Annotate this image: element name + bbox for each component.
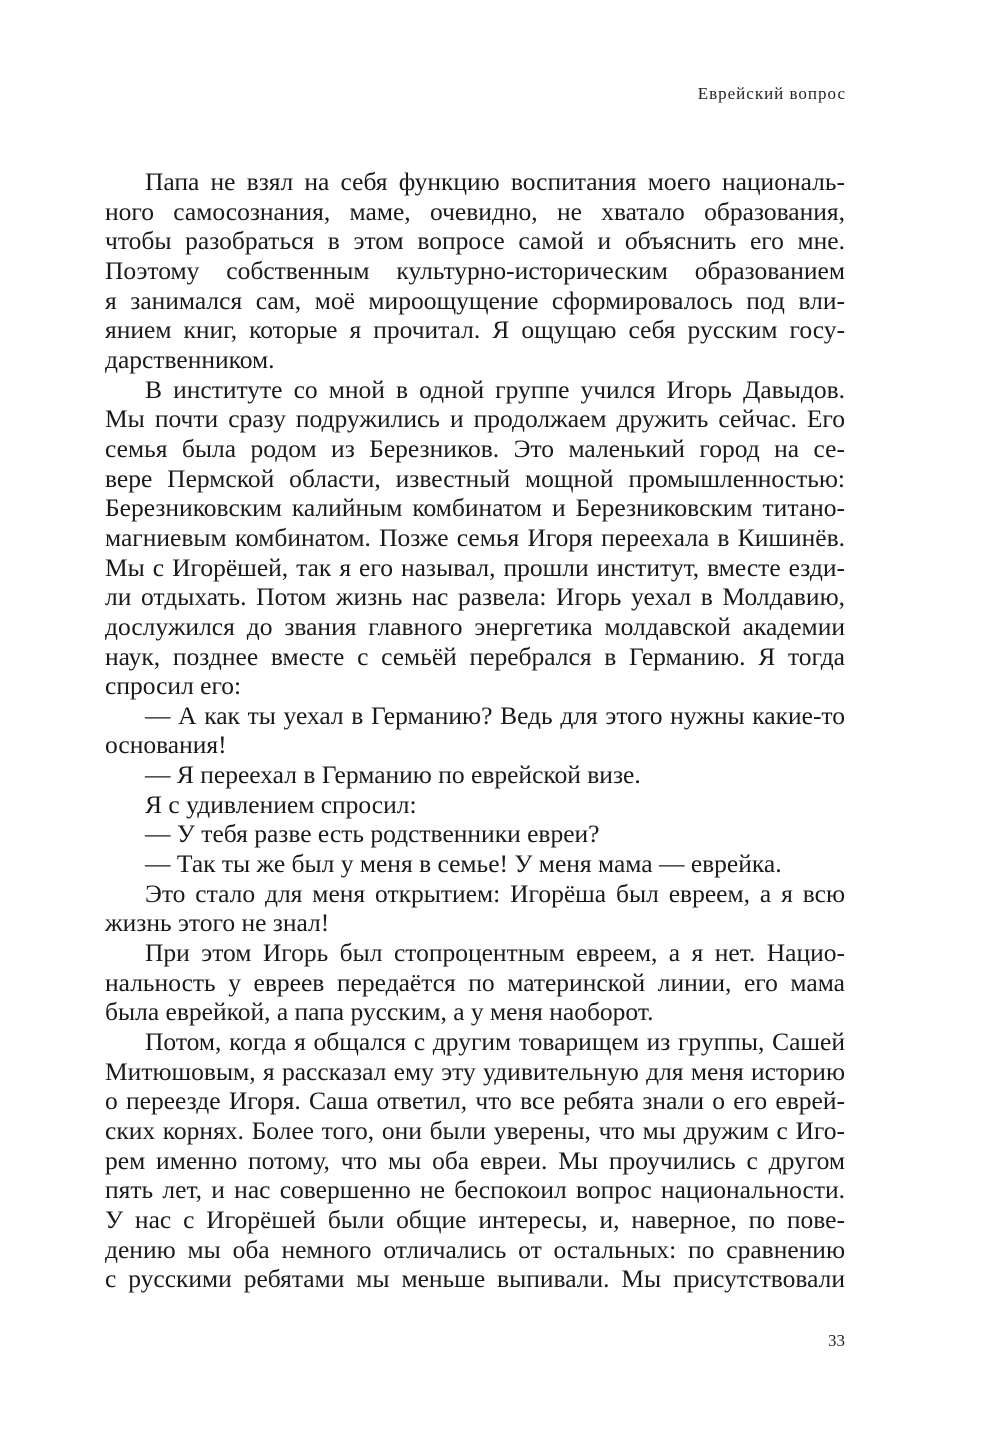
text-line: основания! (105, 730, 227, 760)
text-line: Мы с Игорёшей, так я его называл, прошли институт, вместе езди- (105, 552, 845, 582)
text-line: чтобы разобраться в этом вопросе самой и объяснить его мне. (105, 226, 845, 256)
text-line: вере Пермской области, известный мощной промышленностью: (105, 463, 845, 493)
text-line: пять лет, и нас совершенно не беспокоил вопрос национальности. (105, 1175, 845, 1205)
text-line: Митюшовым, я рассказал ему эту удивительную для меня историю (105, 1056, 845, 1086)
text-line: Это стало для меня открытием: Игорёша был евреем, а я всю (145, 878, 845, 908)
text-line: магниевым комбинатом. Позже семья Игоря переехала в Кишинёв. (105, 522, 845, 552)
text-line: ного самосознания, маме, очевидно, не хватало образования, (105, 196, 845, 226)
text-line: я занимался сам, моё мироощущение сформировалось под вли- (105, 285, 845, 315)
text-line: Папа не взял на себя функцию воспитания моего националь- (145, 167, 845, 196)
dialogue-line: — Так ты же был у меня в семье! У меня мама — еврейка. (145, 849, 782, 879)
text-line: рем именно потому, что мы оба евреи. Мы проучились с другом (105, 1145, 845, 1175)
text-line: Березниковским калийным комбинатом и Березниковским титано- (105, 493, 845, 523)
text-line: с русскими ребятами мы меньше выпивали. Мы присутствовали (105, 1264, 845, 1294)
text-line: дению мы оба немного отличались от остальных: по сравнению (105, 1234, 845, 1264)
text-line: Я с удивлением спросил: (145, 789, 417, 819)
text-line: о переезде Игоря. Саша ответил, что все ребята знали о его еврей- (105, 1086, 845, 1116)
dialogue-line: — А как ты уехал в Германию? Ведь для этого нужны какие-то (145, 700, 845, 730)
text-line: Потом, когда я общался с другим товарищем из группы, Сашей (145, 1027, 845, 1057)
text-line: ских корнях. Более того, они были уверены, что мы дружим с Иго- (105, 1116, 845, 1145)
text-line: была еврейкой, а папа русским, а у меня наоборот. (105, 997, 654, 1027)
text-line: дарственником. (105, 344, 275, 374)
running-head-title: Еврейский вопрос (697, 84, 846, 103)
text-line: При этом Игорь был стопроцентным евреем, а я нет. Нацио- (145, 938, 845, 968)
text-line: В институте со мной в одной группе учился Игорь Давыдов. (145, 374, 845, 404)
text-line: дослужился до звания главного энергетика молдавской академии (105, 611, 845, 641)
text-line: нальность у евреев передаётся по материнской линии, его мама (105, 967, 845, 997)
text-line: ли отдыхать. Потом жизнь нас развела: Игорь уехал в Молдавию, (105, 582, 845, 612)
text-line: Поэтому собственным культурно-историческим образованием (105, 255, 845, 285)
page-number: 33 (828, 1331, 845, 1350)
body-text (105, 167, 845, 1294)
text-line: спросил его: (105, 671, 242, 701)
text-line: семья была родом из Березников. Это маленький город на се- (105, 433, 845, 463)
dialogue-line: — У тебя разве есть родственники евреи? (145, 819, 600, 849)
text-line: жизнь этого не знал! (105, 908, 330, 938)
dialogue-line: — Я переехал в Германию по еврейской визе. (145, 760, 641, 790)
text-line: янием книг, которые я прочитал. Я ощущаю себя русским госу- (105, 315, 845, 345)
text-line: Мы почти сразу подружились и продолжаем дружить сейчас. Его (105, 404, 845, 434)
text-line: наук, позднее вместе с семьёй перебрался в Германию. Я тогда (105, 641, 845, 671)
text-line: У нас с Игорёшей были общие интересы, и, наверное, по пове- (105, 1204, 845, 1234)
